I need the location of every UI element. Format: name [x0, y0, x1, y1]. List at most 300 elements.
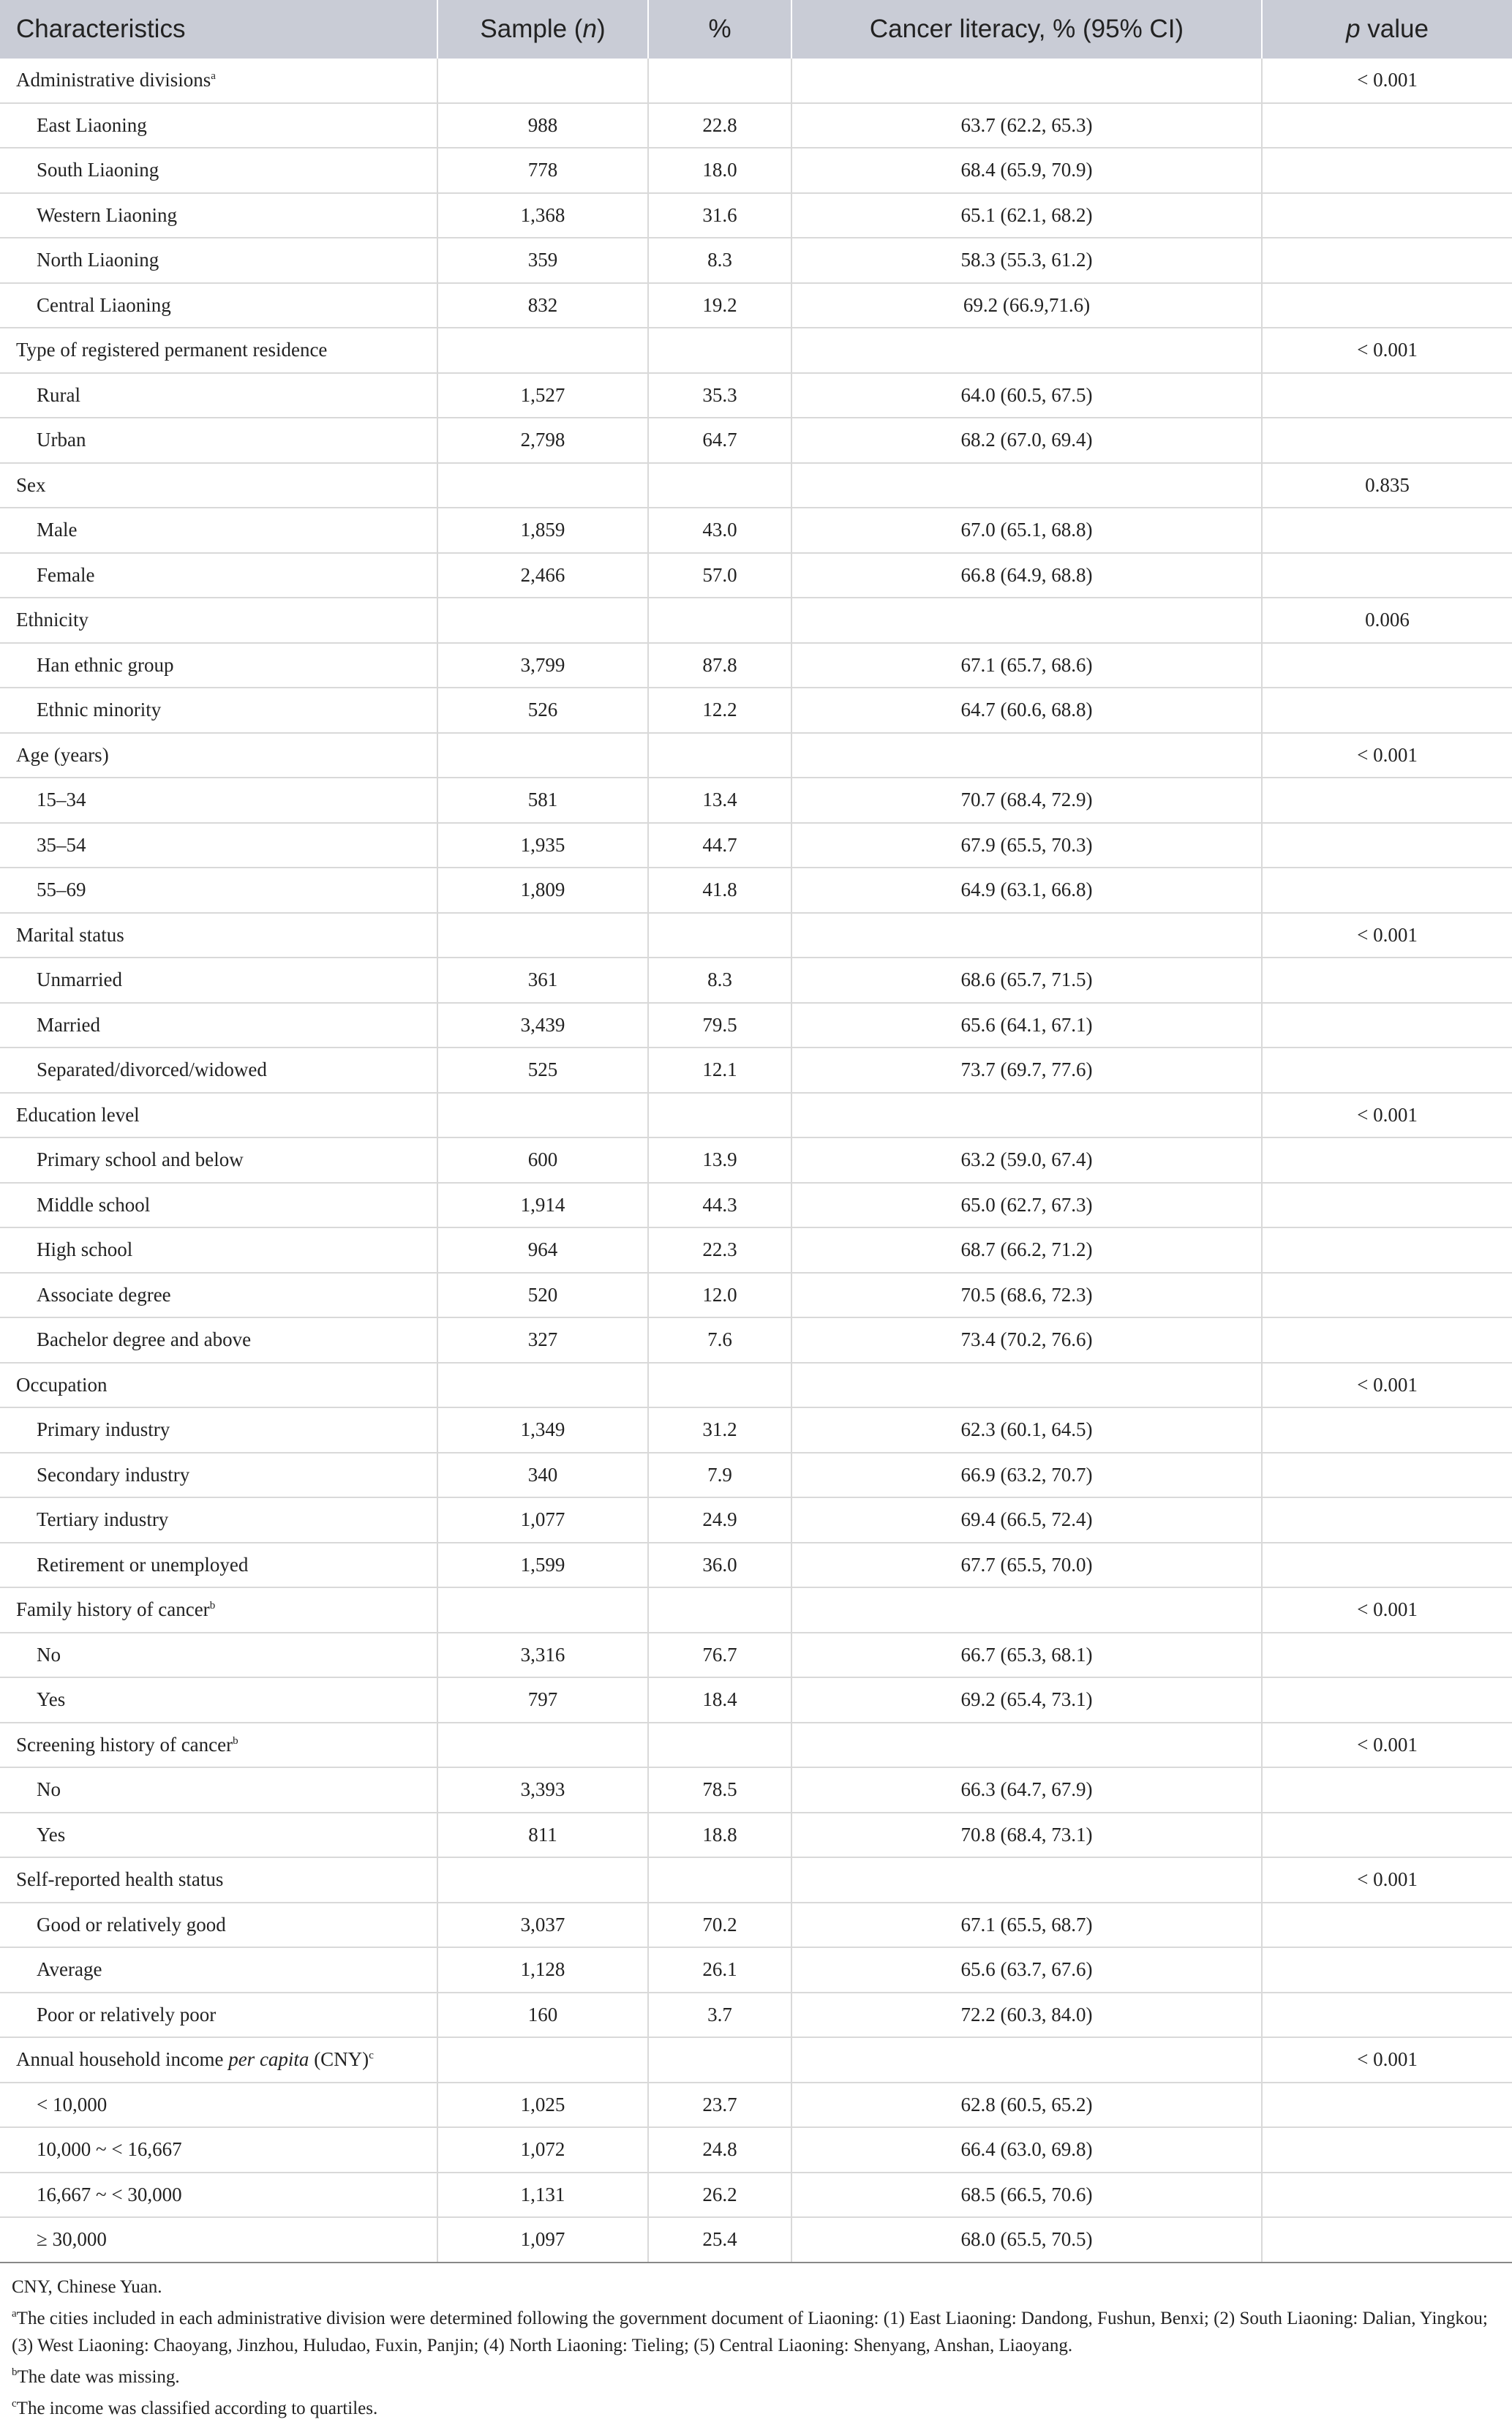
cell-sample: 1,859	[437, 508, 648, 553]
table-row	[0, 778, 1512, 823]
row-label: Good or relatively good	[0, 1903, 437, 1948]
row-label: Marital status	[0, 913, 437, 958]
cell-sample	[437, 1587, 648, 1633]
cell-cancer-literacy: 67.0 (65.1, 68.8)	[791, 508, 1262, 553]
row-label: Average	[0, 1947, 437, 1993]
cell-percent: 24.8	[648, 2127, 791, 2173]
cell-cancer-literacy: 70.7 (68.4, 72.9)	[791, 778, 1262, 823]
row-label: Yes	[0, 1813, 437, 1858]
row-label: Western Liaoning	[0, 193, 437, 238]
cell-percent: 24.9	[648, 1497, 791, 1543]
table-row	[0, 283, 1512, 328]
footnote-marker: c	[369, 2050, 374, 2062]
footnote-marker: c	[12, 2397, 17, 2410]
row-label: Tertiary industry	[0, 1497, 437, 1543]
table-row	[0, 1273, 1512, 1318]
row-label: 35–54	[0, 823, 437, 868]
cell-sample	[437, 913, 648, 958]
cell-p-value	[1262, 1227, 1512, 1273]
table-row	[0, 1003, 1512, 1048]
cell-p-value	[1262, 1497, 1512, 1543]
table-row	[0, 688, 1512, 733]
cell-percent: 22.3	[648, 1227, 791, 1273]
table-header-row	[0, 0, 1512, 59]
cell-percent: 26.1	[648, 1947, 791, 1993]
cell-sample: 1,914	[437, 1183, 648, 1228]
table-row	[0, 1767, 1512, 1813]
cell-sample: 2,798	[437, 418, 648, 463]
cell-p-value: < 0.001	[1262, 1723, 1512, 1768]
cell-p-value	[1262, 1677, 1512, 1723]
header-p-value: p value	[1262, 0, 1512, 59]
cell-cancer-literacy	[791, 1093, 1262, 1138]
cell-sample	[437, 2037, 648, 2083]
cell-sample: 1,809	[437, 868, 648, 913]
cell-sample: 1,025	[437, 2083, 648, 2128]
cell-sample: 340	[437, 1453, 648, 1498]
row-label: Rural	[0, 373, 437, 418]
cell-cancer-literacy	[791, 1723, 1262, 1768]
cell-sample: 581	[437, 778, 648, 823]
row-label: 16,667 ~ < 30,000	[0, 2173, 437, 2218]
cell-p-value	[1262, 1993, 1512, 2038]
table-row	[0, 1947, 1512, 1993]
cell-cancer-literacy: 68.0 (65.5, 70.5)	[791, 2217, 1262, 2263]
cell-percent	[648, 1587, 791, 1633]
table-group-row	[0, 733, 1512, 778]
cell-sample: 1,097	[437, 2217, 648, 2263]
cell-p-value	[1262, 103, 1512, 148]
cell-sample	[437, 1093, 648, 1138]
table-group-row	[0, 328, 1512, 373]
cell-cancer-literacy: 64.9 (63.1, 66.8)	[791, 868, 1262, 913]
cell-cancer-literacy	[791, 2037, 1262, 2083]
cell-cancer-literacy: 58.3 (55.3, 61.2)	[791, 238, 1262, 283]
cell-sample	[437, 1723, 648, 1768]
cell-cancer-literacy	[791, 1857, 1262, 1903]
table-row	[0, 1407, 1512, 1453]
cell-p-value: < 0.001	[1262, 1093, 1512, 1138]
row-label: Primary school and below	[0, 1137, 437, 1183]
table-row	[0, 1993, 1512, 2038]
cell-percent	[648, 59, 791, 103]
cell-percent: 43.0	[648, 508, 791, 553]
cell-p-value	[1262, 1317, 1512, 1363]
table-row	[0, 1227, 1512, 1273]
table-row	[0, 1183, 1512, 1228]
cell-cancer-literacy: 68.7 (66.2, 71.2)	[791, 1227, 1262, 1273]
cell-sample: 520	[437, 1273, 648, 1318]
row-label: 55–69	[0, 868, 437, 913]
row-label: South Liaoning	[0, 148, 437, 193]
cell-cancer-literacy: 68.4 (65.9, 70.9)	[791, 148, 1262, 193]
row-label: Screening history of cancer$^b$	[0, 1723, 437, 1768]
cell-sample: 361	[437, 958, 648, 1003]
cell-percent: 36.0	[648, 1543, 791, 1588]
cell-percent: 25.4	[648, 2217, 791, 2263]
table-row	[0, 418, 1512, 463]
row-label: Occupation	[0, 1363, 437, 1408]
cell-cancer-literacy: 66.3 (64.7, 67.9)	[791, 1767, 1262, 1813]
header-sample: Sample (n)	[437, 0, 648, 59]
cell-percent: 23.7	[648, 2083, 791, 2128]
cell-percent: 12.0	[648, 1273, 791, 1318]
cell-sample: 778	[437, 148, 648, 193]
cell-percent: 31.2	[648, 1407, 791, 1453]
cell-cancer-literacy	[791, 733, 1262, 778]
cell-sample	[437, 463, 648, 508]
row-label: Type of registered permanent residence	[0, 328, 437, 373]
cell-percent: 41.8	[648, 868, 791, 913]
cell-percent: 19.2	[648, 283, 791, 328]
row-label: Primary industry	[0, 1407, 437, 1453]
row-label: Family history of cancer$^b$	[0, 1587, 437, 1633]
row-label: < 10,000	[0, 2083, 437, 2128]
cell-percent: 87.8	[648, 643, 791, 688]
cell-sample	[437, 59, 648, 103]
cell-percent: 78.5	[648, 1767, 791, 1813]
cell-percent	[648, 598, 791, 643]
row-label: North Liaoning	[0, 238, 437, 283]
cell-p-value: < 0.001	[1262, 328, 1512, 373]
cell-percent: 12.1	[648, 1048, 791, 1093]
table-row	[0, 823, 1512, 868]
cell-cancer-literacy: 73.4 (70.2, 76.6)	[791, 1317, 1262, 1363]
cell-sample: 811	[437, 1813, 648, 1858]
cell-cancer-literacy: 65.6 (64.1, 67.1)	[791, 1003, 1262, 1048]
row-label: Education level	[0, 1093, 437, 1138]
row-label: Retirement or unemployed	[0, 1543, 437, 1588]
row-label: Middle school	[0, 1183, 437, 1228]
cell-percent	[648, 733, 791, 778]
cell-cancer-literacy	[791, 1587, 1262, 1633]
cell-sample	[437, 1857, 648, 1903]
cell-cancer-literacy: 69.2 (65.4, 73.1)	[791, 1677, 1262, 1723]
row-label: No	[0, 1633, 437, 1678]
cell-p-value	[1262, 958, 1512, 1003]
cell-p-value: < 0.001	[1262, 1857, 1512, 1903]
cell-percent: 35.3	[648, 373, 791, 418]
cell-cancer-literacy	[791, 1363, 1262, 1408]
table-row	[0, 2217, 1512, 2263]
row-label: Male	[0, 508, 437, 553]
cell-cancer-literacy: 62.3 (60.1, 64.5)	[791, 1407, 1262, 1453]
cell-sample: 1,131	[437, 2173, 648, 2218]
cell-p-value	[1262, 1048, 1512, 1093]
header-cancer-literacy: Cancer literacy, % (95% CI)	[791, 0, 1262, 59]
cell-cancer-literacy: 63.2 (59.0, 67.4)	[791, 1137, 1262, 1183]
cell-percent: 8.3	[648, 238, 791, 283]
cell-sample: 327	[437, 1317, 648, 1363]
cell-sample: 1,935	[437, 823, 648, 868]
cell-cancer-literacy: 64.7 (60.6, 68.8)	[791, 688, 1262, 733]
cell-cancer-literacy: 65.6 (63.7, 67.6)	[791, 1947, 1262, 1993]
cell-percent	[648, 1857, 791, 1903]
cell-cancer-literacy: 65.0 (62.7, 67.3)	[791, 1183, 1262, 1228]
cell-p-value	[1262, 2173, 1512, 2218]
cell-percent: 64.7	[648, 418, 791, 463]
cell-sample: 797	[437, 1677, 648, 1723]
cell-sample: 526	[437, 688, 648, 733]
footnote-marker: a	[12, 2307, 17, 2320]
cell-percent: 7.9	[648, 1453, 791, 1498]
cell-p-value: 0.835	[1262, 463, 1512, 508]
table-row	[0, 1048, 1512, 1093]
cell-p-value	[1262, 373, 1512, 418]
cell-sample	[437, 733, 648, 778]
cell-p-value	[1262, 868, 1512, 913]
cell-p-value: < 0.001	[1262, 1587, 1512, 1633]
cell-p-value: < 0.001	[1262, 733, 1512, 778]
cell-p-value	[1262, 1543, 1512, 1588]
cell-sample: 525	[437, 1048, 648, 1093]
cell-sample: 3,799	[437, 643, 648, 688]
cell-percent: 44.7	[648, 823, 791, 868]
cell-p-value	[1262, 2083, 1512, 2128]
row-label: No	[0, 1767, 437, 1813]
table-row	[0, 1137, 1512, 1183]
row-label: Urban	[0, 418, 437, 463]
cell-sample: 2,466	[437, 553, 648, 598]
row-label: Central Liaoning	[0, 283, 437, 328]
table-row	[0, 1543, 1512, 1588]
table-row	[0, 238, 1512, 283]
cell-cancer-literacy: 64.0 (60.5, 67.5)	[791, 373, 1262, 418]
table-group-row	[0, 913, 1512, 958]
row-label: ≥ 30,000	[0, 2217, 437, 2263]
cell-cancer-literacy	[791, 328, 1262, 373]
table-row	[0, 1677, 1512, 1723]
cell-cancer-literacy: 66.8 (64.9, 68.8)	[791, 553, 1262, 598]
cell-p-value: < 0.001	[1262, 59, 1512, 103]
row-label: 10,000 ~ < 16,667	[0, 2127, 437, 2173]
cell-p-value	[1262, 2127, 1512, 2173]
cell-percent	[648, 2037, 791, 2083]
cell-p-value	[1262, 1633, 1512, 1678]
cell-percent: 13.4	[648, 778, 791, 823]
cell-p-value	[1262, 1137, 1512, 1183]
cell-sample: 3,439	[437, 1003, 648, 1048]
table-row	[0, 1497, 1512, 1543]
footnote: $^a$The cities included in each administrative division were determined following the government document of Liaoning: (1) East Liaoning: Dandong, Fushun, Benxi; (2) South Liaoning: Dalian, Yingkou; (3) West Liaoning: Chaoyang, Jinzhou, Huludao, Fuxin, Panjin; (4) North Liaoning: Tieling; (5) Central Liaoning: Shenyang, Anshan, Liaoyang.	[12, 2307, 1488, 2355]
cell-cancer-literacy	[791, 598, 1262, 643]
row-label: Ethnicity	[0, 598, 437, 643]
header-percent: %	[648, 0, 791, 59]
cell-cancer-literacy: 67.1 (65.5, 68.7)	[791, 1903, 1262, 1948]
table-group-row	[0, 1723, 1512, 1768]
cell-cancer-literacy: 69.2 (66.9,71.6)	[791, 283, 1262, 328]
table-row	[0, 2173, 1512, 2218]
cell-sample: 1,128	[437, 1947, 648, 1993]
table-row	[0, 553, 1512, 598]
cell-cancer-literacy: 72.2 (60.3, 84.0)	[791, 1993, 1262, 2038]
table-row	[0, 1453, 1512, 1498]
table-group-row	[0, 463, 1512, 508]
cell-cancer-literacy: 65.1 (62.1, 68.2)	[791, 193, 1262, 238]
cell-percent: 70.2	[648, 1903, 791, 1948]
row-label: Separated/divorced/widowed	[0, 1048, 437, 1093]
row-label: Poor or relatively poor	[0, 1993, 437, 2038]
cell-sample: 964	[437, 1227, 648, 1273]
cell-sample: 988	[437, 103, 648, 148]
row-label: Married	[0, 1003, 437, 1048]
cell-cancer-literacy: 63.7 (62.2, 65.3)	[791, 103, 1262, 148]
cell-percent: 31.6	[648, 193, 791, 238]
cell-percent: 26.2	[648, 2173, 791, 2218]
footnote: $^c$The income was classified according to quartiles.	[12, 2397, 378, 2418]
cell-sample: 3,316	[437, 1633, 648, 1678]
cell-sample	[437, 328, 648, 373]
cell-cancer-literacy	[791, 59, 1262, 103]
table-row	[0, 868, 1512, 913]
cell-sample: 832	[437, 283, 648, 328]
cell-cancer-literacy: 67.7 (65.5, 70.0)	[791, 1543, 1262, 1588]
cell-percent: 8.3	[648, 958, 791, 1003]
cell-p-value	[1262, 193, 1512, 238]
table-group-row	[0, 2037, 1512, 2083]
footnote: $^b$The date was missing.	[12, 2366, 180, 2387]
cell-sample: 1,368	[437, 193, 648, 238]
cell-p-value	[1262, 508, 1512, 553]
cell-cancer-literacy: 68.2 (67.0, 69.4)	[791, 418, 1262, 463]
cell-cancer-literacy: 73.7 (69.7, 77.6)	[791, 1048, 1262, 1093]
cell-p-value	[1262, 778, 1512, 823]
row-label: 15–34	[0, 778, 437, 823]
table-group-row	[0, 59, 1512, 103]
row-label: Female	[0, 553, 437, 598]
footnote-marker: b	[12, 2366, 18, 2378]
cell-cancer-literacy: 67.1 (65.7, 68.6)	[791, 643, 1262, 688]
header-characteristics: Characteristics	[0, 0, 437, 59]
cell-percent	[648, 1093, 791, 1138]
cell-percent: 76.7	[648, 1633, 791, 1678]
table-row	[0, 2127, 1512, 2173]
cell-cancer-literacy: 69.4 (66.5, 72.4)	[791, 1497, 1262, 1543]
cell-p-value	[1262, 1407, 1512, 1453]
cell-p-value	[1262, 1003, 1512, 1048]
cell-p-value	[1262, 643, 1512, 688]
row-label: High school	[0, 1227, 437, 1273]
cell-cancer-literacy: 66.4 (63.0, 69.8)	[791, 2127, 1262, 2173]
table-group-row	[0, 1587, 1512, 1633]
cell-percent: 18.8	[648, 1813, 791, 1858]
table-row	[0, 373, 1512, 418]
cell-p-value	[1262, 823, 1512, 868]
cell-percent: 79.5	[648, 1003, 791, 1048]
cell-sample: 3,037	[437, 1903, 648, 1948]
cell-p-value	[1262, 1813, 1512, 1858]
cell-p-value	[1262, 1903, 1512, 1948]
row-label: Secondary industry	[0, 1453, 437, 1498]
row-label: Associate degree	[0, 1273, 437, 1318]
table-row	[0, 1903, 1512, 1948]
cell-percent	[648, 328, 791, 373]
table-row	[0, 958, 1512, 1003]
cell-cancer-literacy	[791, 463, 1262, 508]
cell-percent: 3.7	[648, 1993, 791, 2038]
table-group-row	[0, 1857, 1512, 1903]
cell-percent: 18.4	[648, 1677, 791, 1723]
row-label: Bachelor degree and above	[0, 1317, 437, 1363]
cell-p-value: < 0.001	[1262, 1363, 1512, 1408]
table-row	[0, 1633, 1512, 1678]
table-row	[0, 103, 1512, 148]
cell-cancer-literacy: 62.8 (60.5, 65.2)	[791, 2083, 1262, 2128]
cell-sample: 1,599	[437, 1543, 648, 1588]
row-label: Administrative divisions$^a$	[0, 59, 437, 103]
table-row	[0, 148, 1512, 193]
row-label: Yes	[0, 1677, 437, 1723]
table-group-row	[0, 1363, 1512, 1408]
cell-p-value	[1262, 2217, 1512, 2263]
cell-percent: 22.8	[648, 103, 791, 148]
row-label: Han ethnic group	[0, 643, 437, 688]
row-label: Ethnic minority	[0, 688, 437, 733]
cell-cancer-literacy: 70.8 (68.4, 73.1)	[791, 1813, 1262, 1858]
row-label: Age (years)	[0, 733, 437, 778]
footnote: CNY, Chinese Yuan.	[12, 2276, 162, 2297]
cell-percent: 7.6	[648, 1317, 791, 1363]
cell-percent	[648, 913, 791, 958]
table-row	[0, 508, 1512, 553]
cell-p-value	[1262, 688, 1512, 733]
table-row	[0, 1317, 1512, 1363]
cell-p-value	[1262, 148, 1512, 193]
cell-sample: 359	[437, 238, 648, 283]
cell-sample: 1,072	[437, 2127, 648, 2173]
cell-p-value	[1262, 1947, 1512, 1993]
cell-p-value	[1262, 1183, 1512, 1228]
cell-percent	[648, 1723, 791, 1768]
cell-percent: 12.2	[648, 688, 791, 733]
cell-p-value: < 0.001	[1262, 913, 1512, 958]
cell-p-value	[1262, 1273, 1512, 1318]
cell-percent: 18.0	[648, 148, 791, 193]
table-group-row	[0, 598, 1512, 643]
cell-percent	[648, 1363, 791, 1408]
cell-cancer-literacy: 68.6 (65.7, 71.5)	[791, 958, 1262, 1003]
cell-p-value: 0.006	[1262, 598, 1512, 643]
cell-sample: 1,349	[437, 1407, 648, 1453]
cell-sample: 600	[437, 1137, 648, 1183]
cell-percent: 13.9	[648, 1137, 791, 1183]
cell-sample: 160	[437, 1993, 648, 2038]
table-row	[0, 2083, 1512, 2128]
row-label: East Liaoning	[0, 103, 437, 148]
cell-p-value	[1262, 553, 1512, 598]
table-row	[0, 1813, 1512, 1858]
cell-percent: 57.0	[648, 553, 791, 598]
cell-cancer-literacy: 68.5 (66.5, 70.6)	[791, 2173, 1262, 2218]
row-label: Self-reported health status	[0, 1857, 437, 1903]
table-footnotes	[0, 2263, 1512, 2422]
cell-cancer-literacy	[791, 913, 1262, 958]
cell-p-value	[1262, 238, 1512, 283]
table-row	[0, 193, 1512, 238]
cell-sample	[437, 1363, 648, 1408]
cell-sample: 1,527	[437, 373, 648, 418]
cell-percent	[648, 463, 791, 508]
cell-sample: 1,077	[437, 1497, 648, 1543]
table-row	[0, 643, 1512, 688]
cell-p-value: < 0.001	[1262, 2037, 1512, 2083]
cell-p-value	[1262, 418, 1512, 463]
footnote-marker: a	[211, 70, 216, 83]
cell-cancer-literacy: 70.5 (68.6, 72.3)	[791, 1273, 1262, 1318]
row-label: Unmarried	[0, 958, 437, 1003]
cell-cancer-literacy: 66.7 (65.3, 68.1)	[791, 1633, 1262, 1678]
table-group-row	[0, 1093, 1512, 1138]
